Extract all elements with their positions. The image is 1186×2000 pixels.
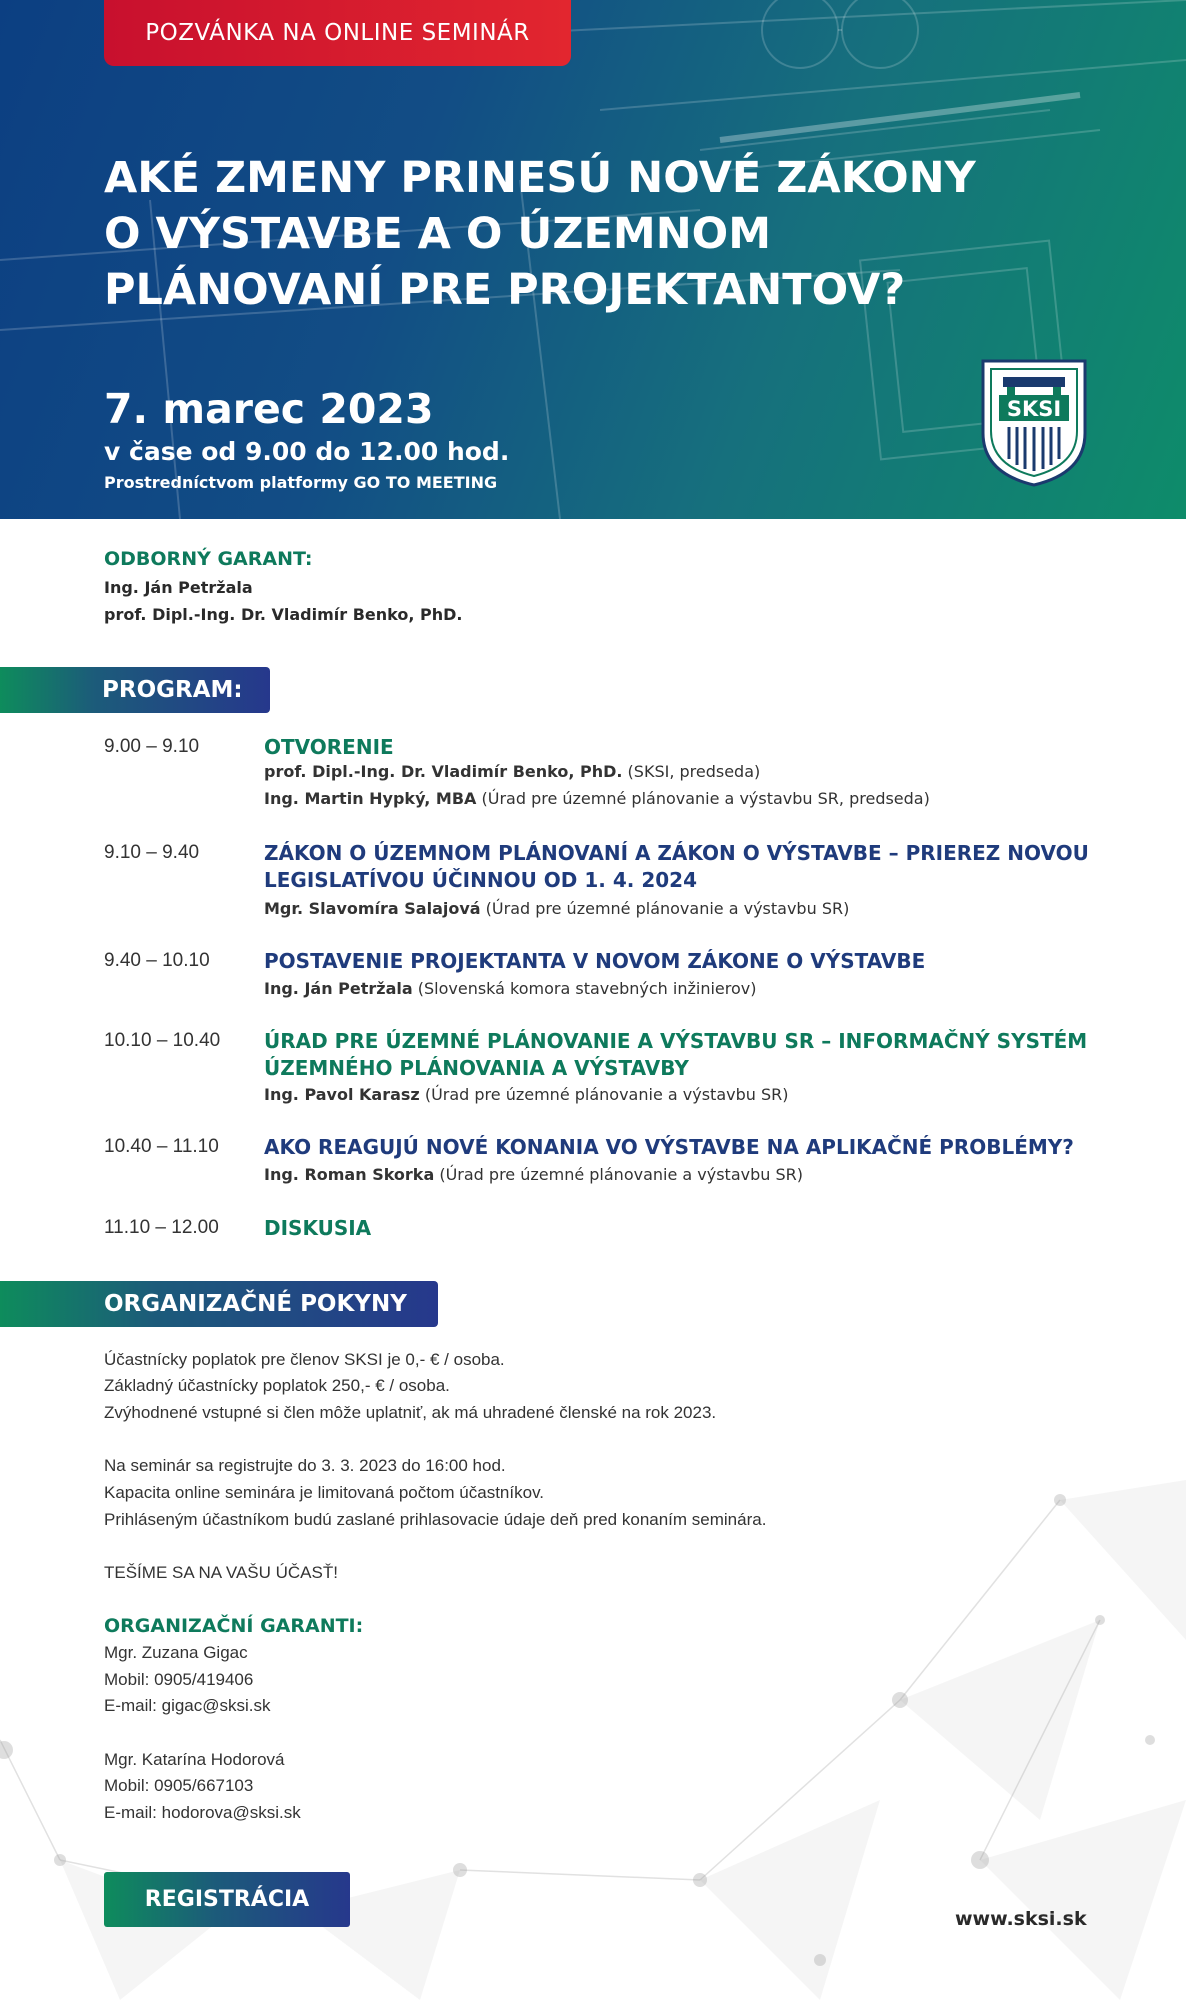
program-speaker bbox=[264, 762, 760, 781]
program-time: 9.00 – 9.10 bbox=[104, 736, 200, 757]
program-heading: PROGRAM: bbox=[0, 667, 270, 713]
speaker-name: Ing. Pavol Karasz bbox=[264, 1085, 420, 1104]
title-line: PLÁNOVANÍ PRE PROJEKTANTOV? bbox=[104, 265, 906, 315]
program-title-line: AKO REAGUJÚ NOVÉ KONANIA VO VÝSTAVBE NA APLIKAČNÉ PROBLÉMY? bbox=[264, 1135, 1074, 1159]
contact-name: Mgr. Zuzana Gigac bbox=[104, 1643, 248, 1662]
speaker-name: Mgr. Slavomíra Salajová bbox=[264, 899, 481, 918]
closing-line: TEŠÍME SA NA VAŠU ÚČASŤ! bbox=[104, 1563, 338, 1582]
registration-info-line: Prihláseným účastníkom budú zaslané prihlasovacie údaje deň pred konaním seminára. bbox=[104, 1510, 767, 1529]
website-link[interactable]: www.sksi.sk bbox=[955, 1908, 1087, 1930]
organizational-info-heading: ORGANIZAČNÉ POKYNY bbox=[0, 1281, 438, 1327]
program-title-line: ZÁKON O ÚZEMNOM PLÁNOVANÍ A ZÁKON O VÝSTAVBE – PRIEREZ NOVOU bbox=[264, 841, 1089, 865]
fee-info-line: Účastnícky poplatok pre členov SKSI je 0,- € / osoba. bbox=[104, 1350, 505, 1369]
program-title-line: ÚRAD PRE ÚZEMNÉ PLÁNOVANIE A VÝSTAVBU SR – INFORMAČNÝ SYSTÉM bbox=[264, 1029, 1088, 1053]
program-title bbox=[264, 840, 1114, 894]
program-speaker bbox=[264, 1165, 803, 1184]
program-title bbox=[264, 948, 1114, 975]
registration-info-line: Kapacita online seminára je limitovaná počtom účastníkov. bbox=[104, 1483, 545, 1502]
program-title-line: DISKUSIA bbox=[264, 1216, 372, 1240]
fee-info-line: Zvýhodnené vstupné si člen môže uplatniť, ak má uhradené členské na rok 2023. bbox=[104, 1403, 717, 1422]
program-title bbox=[264, 1134, 1114, 1161]
organizational-guarantors-heading: ORGANIZAČNÍ GARANTI: bbox=[104, 1615, 364, 1637]
program-time: 11.10 – 12.00 bbox=[104, 1217, 219, 1238]
seminar-title bbox=[104, 150, 1104, 318]
fee-info-line: Základný účastnícky poplatok 250,- € / osoba. bbox=[104, 1376, 450, 1395]
program-speaker bbox=[264, 1085, 788, 1104]
program-title bbox=[264, 1028, 1114, 1082]
contact-email[interactable]: E-mail: hodorova@sksi.sk bbox=[104, 1803, 301, 1822]
speaker-org: (Úrad pre územné plánovanie a výstavbu SR) bbox=[434, 1165, 803, 1184]
speaker-name: Ing. Ján Petržala bbox=[264, 979, 413, 998]
contact-email[interactable]: E-mail: gigac@sksi.sk bbox=[104, 1696, 271, 1715]
registration-button[interactable]: REGISTRÁCIA bbox=[104, 1872, 350, 1927]
speaker-org: (Úrad pre územné plánovanie a výstavbu SR, predseda) bbox=[476, 789, 930, 808]
program-time: 10.10 – 10.40 bbox=[104, 1030, 221, 1051]
sksi-shield-logo bbox=[977, 355, 1091, 490]
speaker-name: prof. Dipl.-Ing. Dr. Vladimír Benko, PhD. bbox=[264, 762, 623, 781]
seminar-platform: Prostredníctvom platformy GO TO MEETING bbox=[104, 473, 498, 492]
logo-text: SKSI bbox=[1006, 397, 1062, 421]
contact-mobile: Mobil: 0905/419406 bbox=[104, 1670, 254, 1689]
title-line: AKÉ ZMENY PRINESÚ NOVÉ ZÁKONY bbox=[104, 153, 976, 203]
program-speaker bbox=[264, 979, 756, 998]
title-line: O VÝSTAVBE A O ÚZEMNOM bbox=[104, 209, 772, 259]
contact-mobile: Mobil: 0905/667103 bbox=[104, 1776, 254, 1795]
seminar-date: 7. marec 2023 bbox=[104, 385, 434, 433]
program-title-line: LEGISLATÍVOU ÚČINNOU OD 1. 4. 2024 bbox=[264, 868, 697, 892]
program-title-line: POSTAVENIE PROJEKTANTA V NOVOM ZÁKONE O VÝSTAVBE bbox=[264, 949, 926, 973]
contact-name: Mgr. Katarína Hodorová bbox=[104, 1750, 285, 1769]
expert-guarantor-heading: ODBORNÝ GARANT: bbox=[104, 548, 313, 570]
speaker-name: Ing. Martin Hypký, MBA bbox=[264, 789, 477, 808]
program-time: 9.40 – 10.10 bbox=[104, 950, 210, 971]
speaker-org: (Úrad pre územné plánovanie a výstavbu SR) bbox=[419, 1085, 789, 1104]
program-speaker bbox=[264, 899, 849, 918]
program-title-line: OTVORENIE bbox=[264, 735, 394, 759]
program-time: 10.40 – 11.10 bbox=[104, 1136, 219, 1157]
guarantor-name: Ing. Ján Petržala bbox=[104, 578, 253, 597]
program-title bbox=[264, 1215, 1114, 1242]
program-time: 9.10 – 9.40 bbox=[104, 842, 200, 863]
speaker-org: (Úrad pre územné plánovanie a výstavbu SR) bbox=[480, 899, 850, 918]
hero-banner bbox=[0, 0, 1186, 519]
speaker-org: (SKSI, predseda) bbox=[622, 762, 761, 781]
registration-info-line: Na seminár sa registrujte do 3. 3. 2023 do 16:00 hod. bbox=[104, 1456, 506, 1475]
seminar-time: v čase od 9.00 do 12.00 hod. bbox=[104, 437, 510, 466]
invitation-badge: POZVÁNKA NA ONLINE SEMINÁR bbox=[104, 0, 571, 66]
program-title bbox=[264, 734, 1114, 761]
speaker-org: (Slovenská komora stavebných inžinierov) bbox=[412, 979, 757, 998]
program-speaker bbox=[264, 789, 930, 808]
guarantor-name: prof. Dipl.-Ing. Dr. Vladimír Benko, PhD. bbox=[104, 605, 463, 624]
program-title-line: ÚZEMNÉHO PLÁNOVANIA A VÝSTAVBY bbox=[264, 1056, 689, 1080]
speaker-name: Ing. Roman Skorka bbox=[264, 1165, 435, 1184]
